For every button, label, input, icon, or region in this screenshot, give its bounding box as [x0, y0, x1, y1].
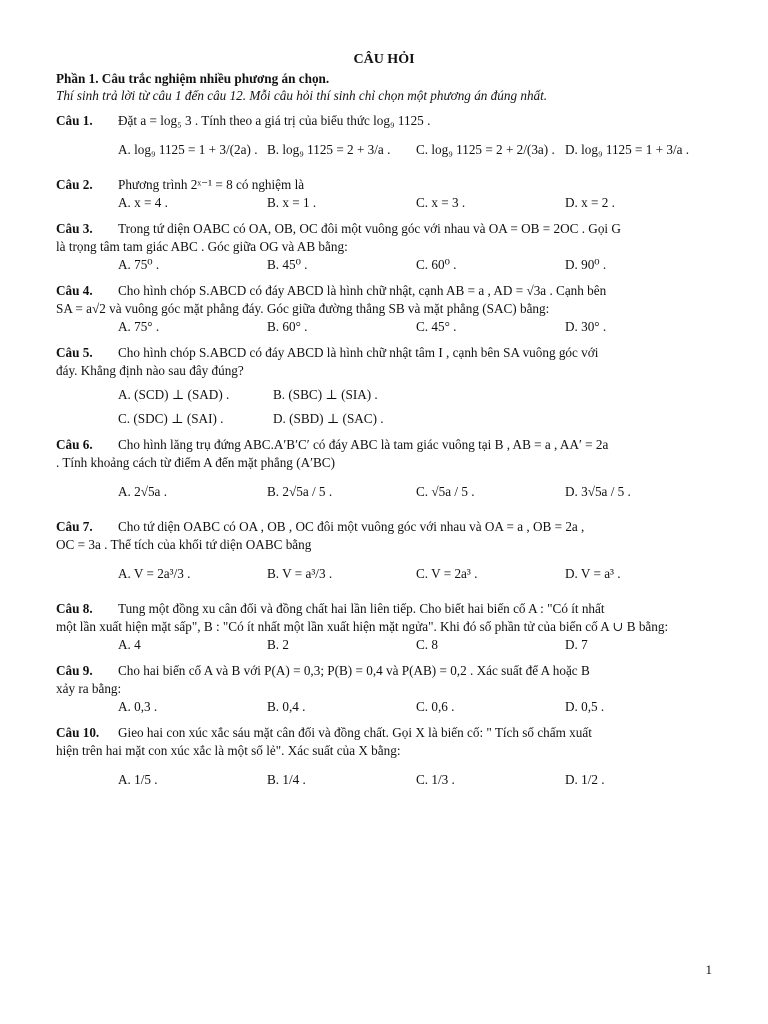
- question-stem: Cho hình lăng trụ đứng ABC.A′B′C′ có đáy ABC là tam giác vuông tại B , AB = a , AA′ = 2a: [118, 437, 609, 452]
- question-number: Câu 4.: [56, 283, 93, 298]
- option-d: D. 90⁰ .: [565, 257, 607, 272]
- options: [56, 636, 712, 654]
- option-a: A. x = 4 .: [118, 195, 168, 210]
- question-stem: Cho hình chóp S.ABCD có đáy ABCD là hình chữ nhật, cạnh AB = a , AD = √3a . Cạnh bên: [118, 283, 607, 298]
- question-stem-continued: OC = 3a . Thể tích của khối tứ diện OABC bằng: [56, 537, 312, 552]
- options: [56, 762, 712, 798]
- question-stem-continued: một lần xuất hiện mặt sấp", B : "Có ít nhất một lần xuất hiện mặt ngửa". Khi đó số phần tử của biến cố A ∪ B bằng:: [56, 619, 669, 634]
- question-stem-continued: . Tính khoảng cách từ điểm A đến mặt phẳng (A′BC): [56, 455, 335, 470]
- option-a: A. 4: [118, 637, 141, 652]
- options-row-2: [56, 410, 712, 428]
- question-stem: Tung một đồng xu cân đối và đồng chất hai lần liên tiếp. Cho biết hai biến cố A : "Có ít nhất: [118, 601, 605, 616]
- options: [56, 318, 712, 336]
- question-5: [56, 344, 712, 428]
- option-b: B. 45⁰ .: [267, 257, 308, 272]
- question-stem: Cho hai biến cố A và B với P(A) = 0,3; P(B) = 0,4 và P(AB) = 0,2 . Xác suất để A hoặc B: [118, 663, 590, 678]
- option-d: D. log₉ 1125 = 1 + 3/a .: [565, 142, 690, 157]
- option-c: C. 0,6 .: [416, 699, 455, 714]
- question-3: [56, 220, 712, 274]
- option-a: A. 0,3 .: [118, 699, 158, 714]
- question-stem: Gieo hai con xúc xắc sáu mặt cân đối và đồng chất. Gọi X là biến cố: " Tích số chấm xuất: [118, 725, 592, 740]
- instructions: Thí sinh trả lời từ câu 1 đến câu 12. Mỗi câu hỏi thí sinh chỉ chọn một phương án đúng nhất.: [56, 88, 548, 103]
- option-b: B. (SBC) ⊥ (SIA) .: [273, 387, 378, 402]
- options: [56, 698, 712, 716]
- question-number: Câu 3.: [56, 221, 93, 236]
- option-c: C. V = 2a³ .: [416, 566, 478, 581]
- question-number: Câu 10.: [56, 725, 100, 740]
- page-number: 1: [705, 962, 712, 977]
- question-number: Câu 8.: [56, 601, 93, 616]
- option-c: C. log₉ 1125 = 2 + 2/(3a) .: [416, 142, 555, 157]
- question-stem-continued: đáy. Khẳng định nào sau đây đúng?: [56, 363, 244, 378]
- option-a: A. V = 2a³/3 .: [118, 566, 191, 581]
- question-9: [56, 662, 712, 716]
- options: [56, 132, 712, 168]
- option-b: B. 1/4 .: [267, 772, 306, 787]
- question-stem: Trong tứ diện OABC có OA, OB, OC đôi một vuông góc với nhau và OA = OB = 2OC . Gọi G: [118, 221, 621, 236]
- question-stem: Cho hình chóp S.ABCD có đáy ABCD là hình chữ nhật tâm I , cạnh bên SA vuông góc với: [118, 345, 599, 360]
- option-c: C. 45° .: [416, 319, 457, 334]
- option-b: B. x = 1 .: [267, 195, 317, 210]
- question-stem-continued: hiện trên hai mặt con xúc xắc là một số lẻ". Xác suất của X bằng:: [56, 743, 401, 758]
- option-c: C. 60⁰ .: [416, 257, 457, 272]
- option-c: C. x = 3 .: [416, 195, 466, 210]
- question-number: Câu 7.: [56, 519, 93, 534]
- option-c: C. √5a / 5 .: [416, 484, 475, 499]
- question-1: [56, 112, 712, 168]
- option-d: D. 3√5a / 5 .: [565, 484, 631, 499]
- option-a: A. (SCD) ⊥ (SAD) .: [118, 387, 230, 402]
- option-d: D. 7: [565, 637, 588, 652]
- question-stem: Phương trình 2ˣ⁻¹ = 8 có nghiệm là: [118, 177, 305, 192]
- question-stem-continued: xảy ra bằng:: [56, 681, 122, 696]
- question-2: [56, 176, 712, 212]
- option-d: D. 1/2 .: [565, 772, 605, 787]
- document-page: [56, 52, 712, 806]
- option-c: C. 1/3 .: [416, 772, 455, 787]
- options: [56, 256, 712, 274]
- option-a: A. 75° .: [118, 319, 160, 334]
- question-number: Câu 2.: [56, 177, 93, 192]
- option-d: D. 30° .: [565, 319, 607, 334]
- part-title: Phần 1. Câu trắc nghiệm nhiều phương án chọn.: [56, 71, 330, 86]
- option-d: D. 0,5 .: [565, 699, 605, 714]
- question-4: [56, 282, 712, 336]
- option-b: B. log₉ 1125 = 2 + 3/a .: [267, 142, 391, 157]
- option-b: B. 0,4 .: [267, 699, 306, 714]
- option-b: B. 60° .: [267, 319, 308, 334]
- question-stem-continued: SA = a√2 và vuông góc mặt phẳng đáy. Góc giữa đường thẳng SB và mặt phẳng (SAC) bằng:: [56, 301, 550, 316]
- option-d: D. (SBD) ⊥ (SAC) .: [273, 411, 384, 426]
- question-8: [56, 600, 712, 654]
- options: [56, 474, 712, 510]
- option-c: C. 8: [416, 637, 438, 652]
- options: [56, 556, 712, 592]
- question-number: Câu 6.: [56, 437, 93, 452]
- option-a: A. 75⁰ .: [118, 257, 160, 272]
- options-row-1: [56, 386, 712, 404]
- question-number: Câu 9.: [56, 663, 93, 678]
- option-a: A. 1/5 .: [118, 772, 158, 787]
- option-d: D. V = a³ .: [565, 566, 621, 581]
- question-10: [56, 724, 712, 798]
- option-c: C. (SDC) ⊥ (SAI) .: [118, 411, 224, 426]
- options: [56, 194, 712, 212]
- question-number: Câu 1.: [56, 113, 93, 128]
- option-a: A. log₉ 1125 = 1 + 3/(2a) .: [118, 142, 258, 157]
- question-7: [56, 518, 712, 592]
- option-a: A. 2√5a .: [118, 484, 167, 499]
- page-title: CÂU HỎI: [353, 52, 415, 67]
- option-b: B. 2√5a / 5 .: [267, 484, 333, 499]
- question-stem: Cho tứ diện OABC có OA , OB , OC đôi một vuông góc với nhau và OA = a , OB = 2a ,: [118, 519, 585, 534]
- option-d: D. x = 2 .: [565, 195, 615, 210]
- option-b: B. 2: [267, 637, 289, 652]
- question-6: [56, 436, 712, 510]
- question-stem-continued: là trọng tâm tam giác ABC . Góc giữa OG và AB bằng:: [56, 239, 348, 254]
- question-number: Câu 5.: [56, 345, 93, 360]
- option-b: B. V = a³/3 .: [267, 566, 333, 581]
- question-stem: Đặt a = log₅ 3 . Tính theo a giá trị của biểu thức log₉ 1125 .: [118, 113, 431, 128]
